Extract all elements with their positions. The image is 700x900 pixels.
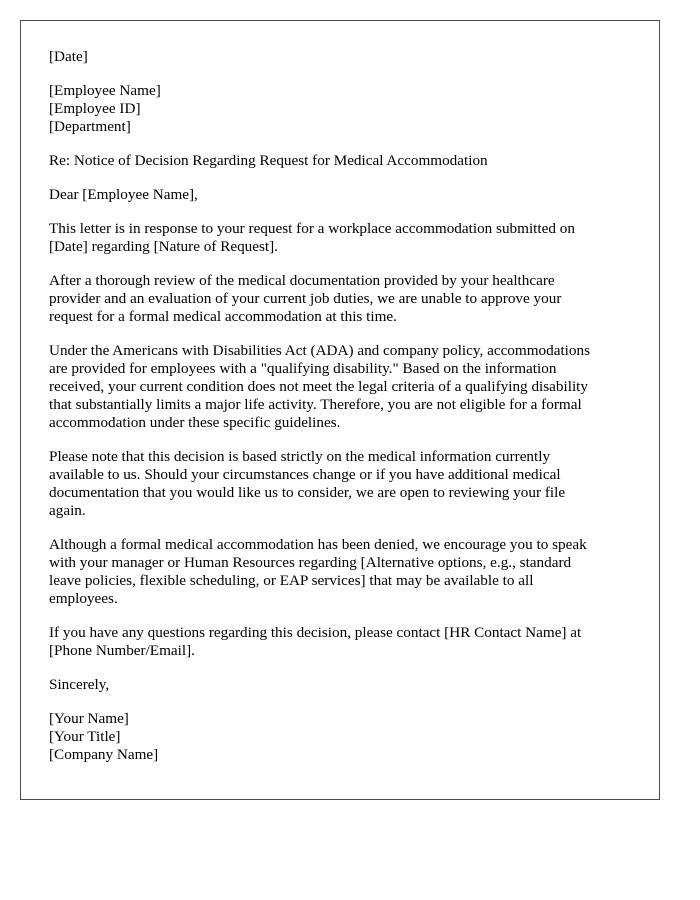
body-paragraph <box>49 536 631 608</box>
body-paragraph <box>49 220 631 256</box>
paragraph-line: provider and an evaluation of your current job duties, we are unable to approve your <box>49 290 562 307</box>
recipient-name: [Employee Name] <box>49 82 161 99</box>
paragraph-line: that substantially limits a major life activity. Therefore, you are not eligible for a formal <box>49 396 582 413</box>
paragraph-line: This letter is in response to your request for a workplace accommodation submitted on <box>49 220 575 237</box>
paragraph-line: leave policies, flexible scheduling, or EAP services] that may be available to all <box>49 572 534 589</box>
subject-line <box>49 152 631 170</box>
letter-page <box>20 20 660 800</box>
paragraph-line: documentation that you would like us to consider, we are open to reviewing your file <box>49 484 566 501</box>
paragraph-line: If you have any questions regarding this decision, please contact [HR Contact Name] at <box>49 624 582 641</box>
paragraph-line: [Date] regarding [Nature of Request]. <box>49 238 278 255</box>
signature-name: [Your Name] <box>49 710 129 727</box>
paragraph-line: Although a formal medical accommodation has been denied, we encourage you to speak <box>49 536 587 553</box>
date-text: [Date] <box>49 48 88 65</box>
closing-text: Sincerely, <box>49 676 110 693</box>
letter-body <box>49 220 631 660</box>
signature-company: [Company Name] <box>49 746 159 763</box>
body-paragraph <box>49 272 631 326</box>
signature-block <box>49 710 631 764</box>
signature-title: [Your Title] <box>49 728 121 745</box>
salutation <box>49 186 631 204</box>
paragraph-line: available to us. Should your circumstances change or if you have additional medical <box>49 466 561 483</box>
paragraph-line: After a thorough review of the medical documentation provided by your healthcare <box>49 272 555 289</box>
subject-text: Re: Notice of Decision Regarding Request for Medical Accommodation <box>49 152 488 169</box>
paragraph-line: are provided for employees with a "qualifying disability." Based on the information <box>49 360 557 377</box>
body-paragraph <box>49 342 631 432</box>
paragraph-line: request for a formal medical accommodation at this time. <box>49 308 397 325</box>
recipient-department: [Department] <box>49 118 131 135</box>
salutation-text: Dear [Employee Name], <box>49 186 198 203</box>
paragraph-line: [Phone Number/Email]. <box>49 642 195 659</box>
paragraph-line: again. <box>49 502 86 519</box>
paragraph-line: Please note that this decision is based strictly on the medical information currently <box>49 448 551 465</box>
letter-date <box>49 48 631 66</box>
body-paragraph <box>49 448 631 520</box>
recipient-block <box>49 82 631 136</box>
body-paragraph <box>49 624 631 660</box>
paragraph-line: employees. <box>49 590 118 607</box>
closing <box>49 676 631 694</box>
paragraph-line: with your manager or Human Resources regarding [Alternative options, e.g., standard <box>49 554 572 571</box>
paragraph-line: Under the Americans with Disabilities Act (ADA) and company policy, accommodations <box>49 342 590 359</box>
paragraph-line: accommodation under these specific guidelines. <box>49 414 341 431</box>
recipient-id: [Employee ID] <box>49 100 141 117</box>
paragraph-line: received, your current condition does not meet the legal criteria of a qualifying disability <box>49 378 588 395</box>
